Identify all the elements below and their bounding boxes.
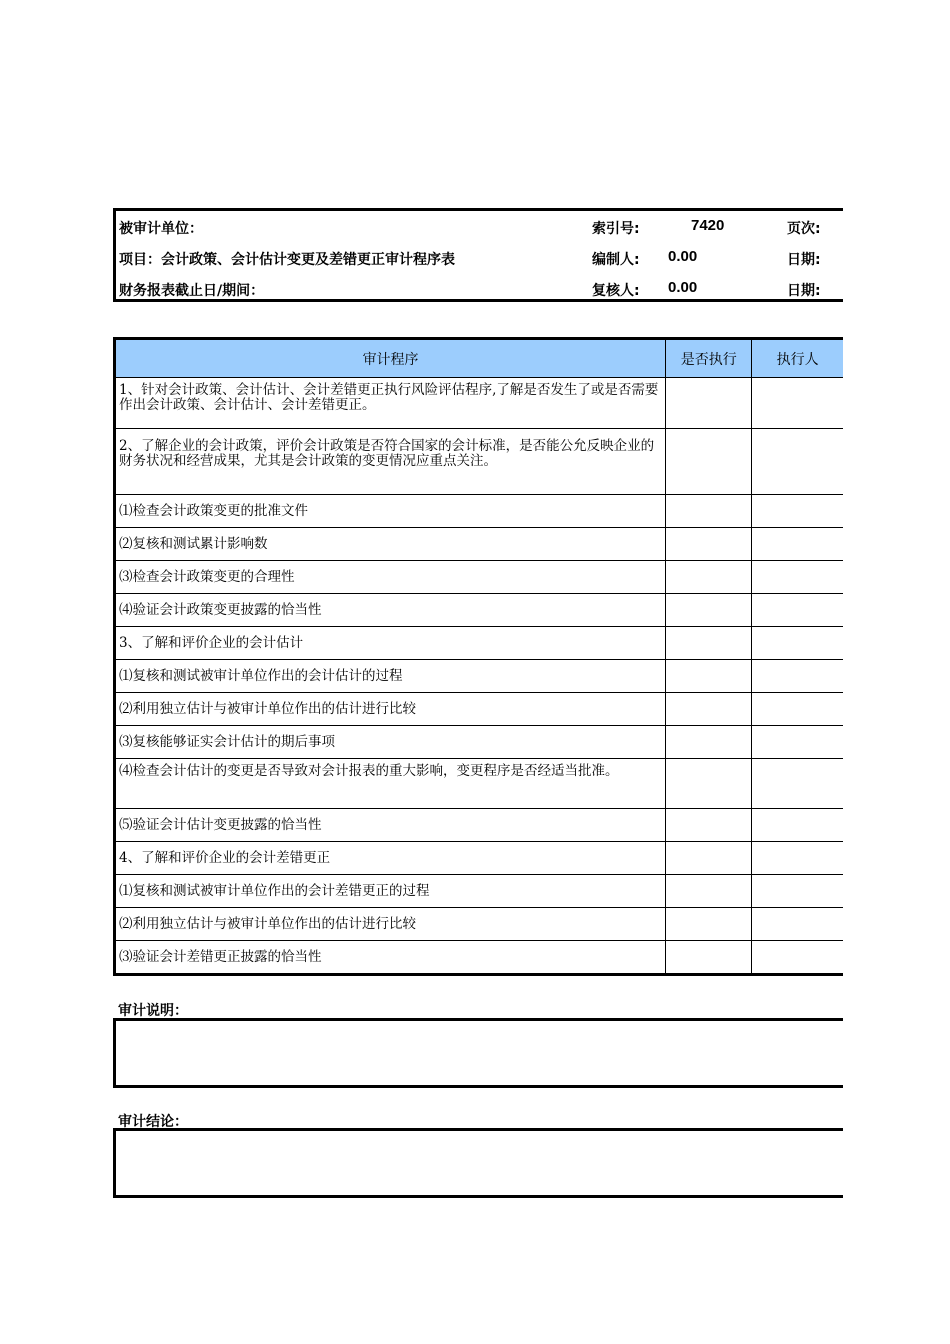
procedure-cell: ⑶验证会计差错更正披露的恰当性 [115, 941, 666, 975]
procedure-cell: 3、了解和评价企业的会计估计 [115, 627, 666, 660]
audit-explanation-label: 审计说明： [118, 1003, 188, 1019]
executed-cell[interactable] [666, 759, 752, 809]
executor-cell[interactable] [752, 627, 843, 660]
procedure-cell: ⑵利用独立估计与被审计单位作出的估计进行比较 [115, 693, 666, 726]
procedure-cell: ⑴检查会计政策变更的批准文件 [115, 495, 666, 528]
column-header-procedure: 审计程序 [115, 339, 666, 378]
table-row [115, 378, 844, 429]
audit-conclusion-label: 审计结论： [118, 1114, 188, 1130]
executed-cell[interactable] [666, 809, 752, 842]
executed-cell[interactable] [666, 528, 752, 561]
table-header-row [115, 339, 844, 378]
table-row [115, 809, 844, 842]
table-row [115, 941, 844, 975]
reviewer-value: 0.00 [668, 279, 698, 296]
executed-cell[interactable] [666, 941, 752, 975]
procedure-cell: ⑵利用独立估计与被审计单位作出的估计进行比较 [115, 908, 666, 941]
table-row [115, 908, 844, 941]
column-header-executor: 执行人 [752, 339, 843, 378]
procedure-cell: ⑶检查会计政策变更的合理性 [115, 561, 666, 594]
executor-cell[interactable] [752, 875, 843, 908]
table-row [115, 429, 844, 495]
header-info-box [113, 208, 843, 302]
table-row [115, 495, 844, 528]
audit-program-table [113, 337, 843, 976]
preparer-label: 编制人: [592, 252, 640, 268]
date-label-2: 日期: [787, 283, 821, 299]
table-row [115, 627, 844, 660]
procedure-cell: ⑷检查会计估计的变更是否导致对会计报表的重大影响，变更程序是否经适当批准。 [115, 759, 666, 809]
executed-cell[interactable] [666, 693, 752, 726]
procedure-cell: 1、针对会计政策、会计估计、会计差错更正执行风险评估程序,了解是否发生了或是否需要作出会计政策、会计估计、会计差错更正。 [115, 378, 666, 429]
page-label: 页次: [787, 221, 821, 237]
executor-cell[interactable] [752, 809, 843, 842]
table-row [115, 759, 844, 809]
procedure-cell: ⑴复核和测试被审计单位作出的会计差错更正的过程 [115, 875, 666, 908]
table-row [115, 842, 844, 875]
table-row [115, 693, 844, 726]
header-row-1 [116, 211, 843, 241]
executed-cell[interactable] [666, 627, 752, 660]
procedure-cell: 4、了解和评价企业的会计差错更正 [115, 842, 666, 875]
executed-cell[interactable] [666, 842, 752, 875]
executed-cell[interactable] [666, 495, 752, 528]
audit-conclusion-box[interactable] [113, 1128, 843, 1198]
executor-cell[interactable] [752, 660, 843, 693]
header-row-2 [116, 242, 843, 272]
executed-cell[interactable] [666, 378, 752, 429]
executed-cell[interactable] [666, 875, 752, 908]
executor-cell[interactable] [752, 378, 843, 429]
executed-cell[interactable] [666, 908, 752, 941]
table-row [115, 660, 844, 693]
table-row [115, 726, 844, 759]
table-row [115, 594, 844, 627]
executor-cell[interactable] [752, 842, 843, 875]
audit-explanation-box[interactable] [113, 1018, 843, 1088]
executor-cell[interactable] [752, 726, 843, 759]
procedure-cell: ⑶复核能够证实会计估计的期后事项 [115, 726, 666, 759]
index-label: 索引号: [592, 221, 640, 237]
executor-cell[interactable] [752, 759, 843, 809]
executor-cell[interactable] [752, 693, 843, 726]
executor-cell[interactable] [752, 429, 843, 495]
procedure-cell: ⑷验证会计政策变更披露的恰当性 [115, 594, 666, 627]
executor-cell[interactable] [752, 495, 843, 528]
executor-cell[interactable] [752, 528, 843, 561]
procedure-cell: 2、了解企业的会计政策，评价会计政策是否符合国家的会计标准，是否能公允反映企业的财务状况和经营成果，尤其是会计政策的变更情况应重点关注。 [115, 429, 666, 495]
executor-cell[interactable] [752, 908, 843, 941]
audited-unit-label: 被审计单位： [119, 221, 203, 237]
executed-cell[interactable] [666, 561, 752, 594]
procedure-cell: ⑴复核和测试被审计单位作出的会计估计的过程 [115, 660, 666, 693]
table-row [115, 528, 844, 561]
date-label-1: 日期: [787, 252, 821, 268]
project-label: 项目：会计政策、会计估计变更及差错更正审计程序表 [119, 252, 455, 268]
period-label: 财务报表截止日/期间： [119, 283, 265, 299]
executed-cell[interactable] [666, 726, 752, 759]
table-row [115, 561, 844, 594]
index-value: 7420 [691, 217, 725, 234]
procedure-cell: ⑸验证会计估计变更披露的恰当性 [115, 809, 666, 842]
procedure-cell: ⑵复核和测试累计影响数 [115, 528, 666, 561]
column-header-executed: 是否执行 [666, 339, 752, 378]
executor-cell[interactable] [752, 561, 843, 594]
executed-cell[interactable] [666, 429, 752, 495]
table-row [115, 875, 844, 908]
header-row-3 [116, 273, 843, 303]
executor-cell[interactable] [752, 941, 843, 975]
executed-cell[interactable] [666, 660, 752, 693]
executed-cell[interactable] [666, 594, 752, 627]
executor-cell[interactable] [752, 594, 843, 627]
reviewer-label: 复核人: [592, 283, 640, 299]
preparer-value: 0.00 [668, 248, 698, 265]
